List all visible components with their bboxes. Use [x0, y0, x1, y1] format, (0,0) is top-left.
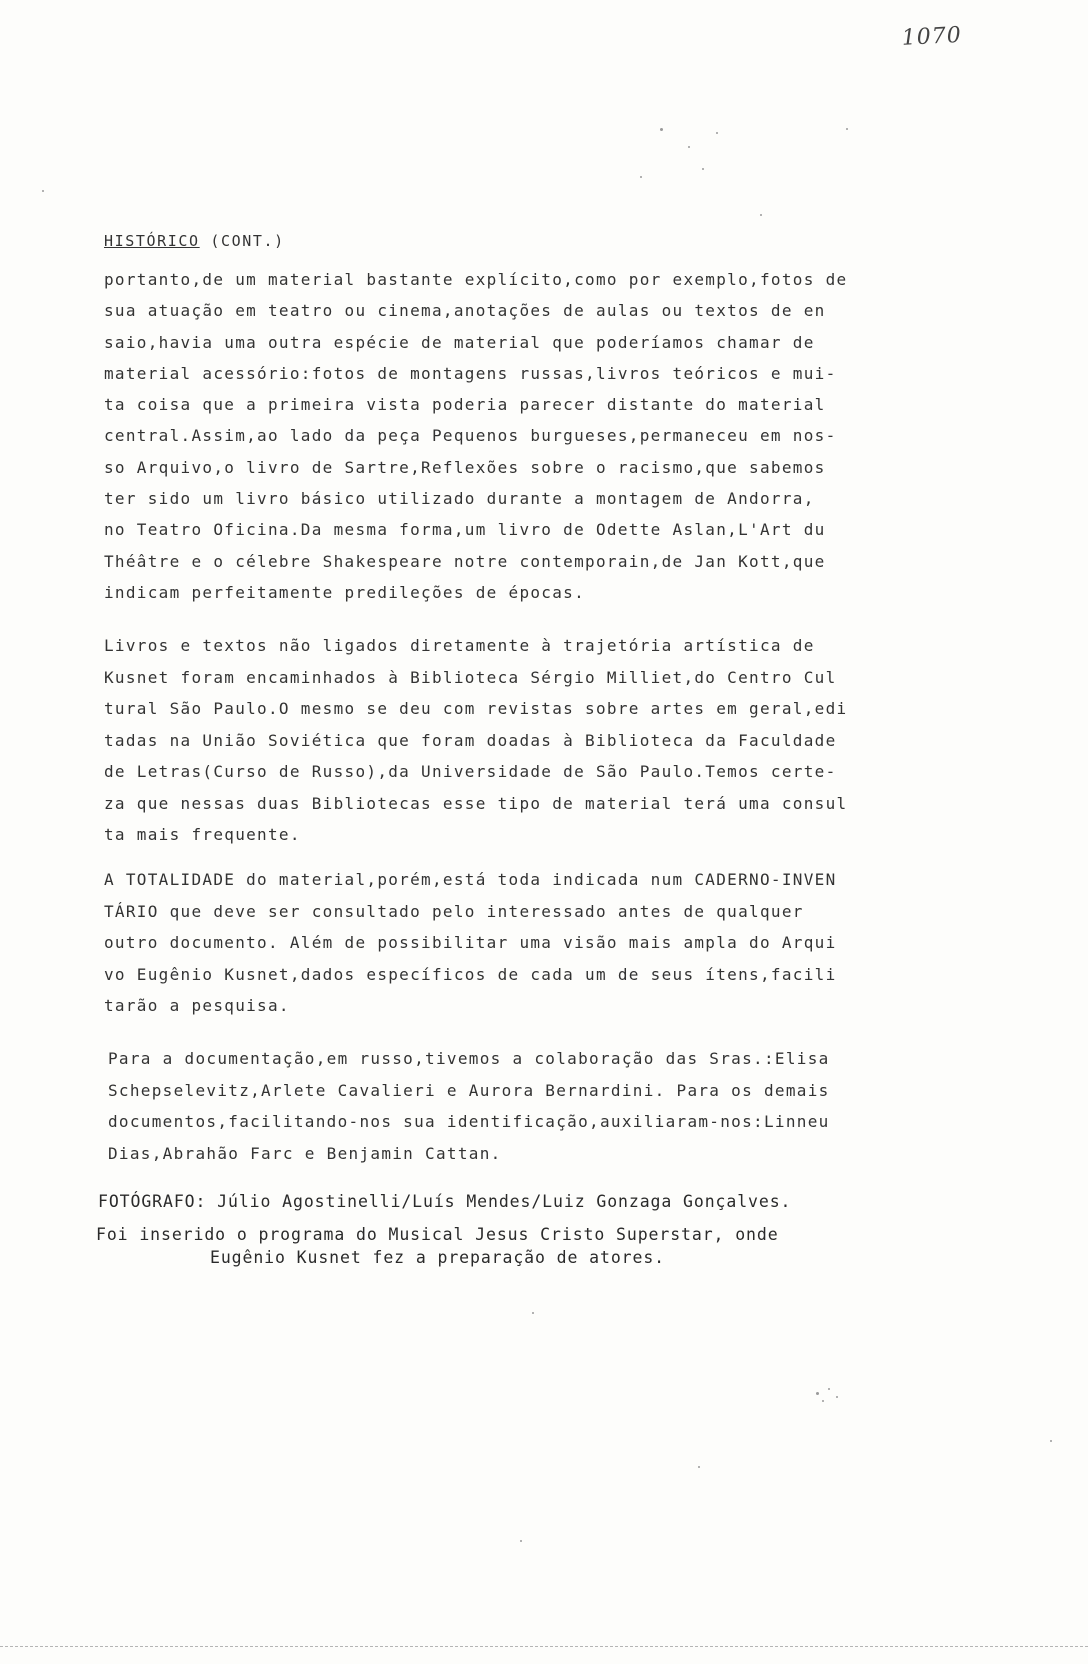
scan-speck — [640, 176, 642, 178]
paragraph-2 — [104, 630, 994, 851]
text-line: za que nessas duas Bibliotecas esse tipo de material terá uma consul — [104, 793, 848, 813]
section-title: HISTÓRICO — [104, 232, 200, 250]
scan-speck — [716, 132, 718, 134]
text-line: ter sido um livro básico utilizado durante a montagem de Andorra, — [104, 489, 815, 509]
scan-speck — [836, 1396, 838, 1398]
scan-speck — [846, 128, 848, 130]
text-line: tadas na União Soviética que foram doadas à Biblioteca da Faculdade — [104, 730, 837, 750]
scan-speck — [660, 128, 663, 131]
text-line: indicam perfeitamente predileções de épocas. — [104, 582, 586, 602]
scan-speck — [822, 1400, 824, 1402]
program-note-line-1: Foi inserido o programa do Musical Jesus Cristo Superstar, onde — [96, 1225, 779, 1244]
scan-speck — [760, 214, 762, 216]
section-title-suffix: (CONT.) — [210, 232, 285, 250]
text-line: vo Eugênio Kusnet,dados específicos de cada um de seus ítens,facili — [104, 964, 837, 984]
scan-speck — [828, 1388, 830, 1390]
text-line: tarão a pesquisa. — [104, 996, 290, 1015]
text-line: central.Assim,ao lado da peça Pequenos burgueses,permaneceu em nos- — [104, 426, 837, 446]
program-note-line-2: Eugênio Kusnet fez a preparação de atores. — [210, 1248, 666, 1267]
text-line: A TOTALIDADE do material,porém,está toda indicada num CADERNO-INVEN — [104, 870, 837, 889]
scan-speck — [702, 168, 704, 170]
scan-speck — [42, 190, 44, 192]
text-line: de Letras(Curso de Russo),da Universidade de São Paulo.Temos certe- — [104, 762, 837, 781]
text-line: Dias,Abrahão Farc e Benjamin Cattan. — [108, 1143, 502, 1163]
text-line: tural São Paulo.O mesmo se deu com revistas sobre artes em geral,edi — [104, 699, 848, 718]
handwritten-page-number: 1070 — [901, 22, 963, 51]
text-line: Livros e textos não ligados diretamente à trajetória artística de — [104, 636, 815, 655]
text-line: portanto,de um material bastante explícito,como por exemplo,fotos de — [104, 270, 848, 289]
text-line: so Arquivo,o livro de Sartre,Reflexões sobre o racismo,que sabemos — [104, 457, 826, 477]
text-line: Schepselevitz,Arlete Cavalieri e Aurora Bernardini. Para os demais — [108, 1080, 830, 1100]
paragraph-3 — [104, 864, 994, 1022]
text-line: TÁRIO que deve ser consultado pelo interessado antes de qualquer — [104, 901, 804, 921]
section-header — [104, 232, 285, 250]
text-line: no Teatro Oficina.Da mesma forma,um livro de Odette Aslan,L'Art du — [104, 520, 826, 540]
paragraph-4 — [108, 1043, 998, 1169]
text-line: ta mais frequente. — [104, 825, 301, 844]
scan-speck — [816, 1392, 819, 1395]
text-line: saio,havia uma outra espécie de material que poderíamos chamar de — [104, 332, 815, 352]
scan-speck — [532, 1312, 534, 1314]
scan-speck — [698, 1466, 700, 1468]
text-line: Théâtre e o célebre Shakespeare notre contemporain,de Jan Kott,que — [104, 551, 826, 571]
text-line: Kusnet foram encaminhados à Biblioteca Sérgio Milliet,do Centro Cul — [104, 667, 837, 687]
scan-speck — [1050, 1440, 1052, 1442]
text-line: ta coisa que a primeira vista poderia parecer distante do material — [104, 395, 826, 415]
text-line: material acessório:fotos de montagens russas,livros teóricos e mui- — [104, 363, 837, 383]
scan-speck — [520, 1540, 522, 1542]
scan-speck — [688, 146, 690, 148]
paragraph-1 — [104, 264, 994, 608]
text-line: outro documento. Além de possibilitar uma visão mais ampla do Arqui — [104, 933, 837, 952]
text-line: documentos,facilitando-nos sua identificação,auxiliaram-nos:Linneu — [108, 1112, 830, 1131]
text-line: sua atuação em teatro ou cinema,anotações de aulas ou textos de en — [104, 301, 826, 321]
text-line: Para a documentação,em russo,tivemos a colaboração das Sras.:Elisa — [108, 1049, 830, 1068]
page-bottom-edge — [0, 1646, 1088, 1647]
photographer-credit: FOTÓGRAFO: Júlio Agostinelli/Luís Mendes/Luiz Gonzaga Gonçalves. — [98, 1192, 792, 1211]
